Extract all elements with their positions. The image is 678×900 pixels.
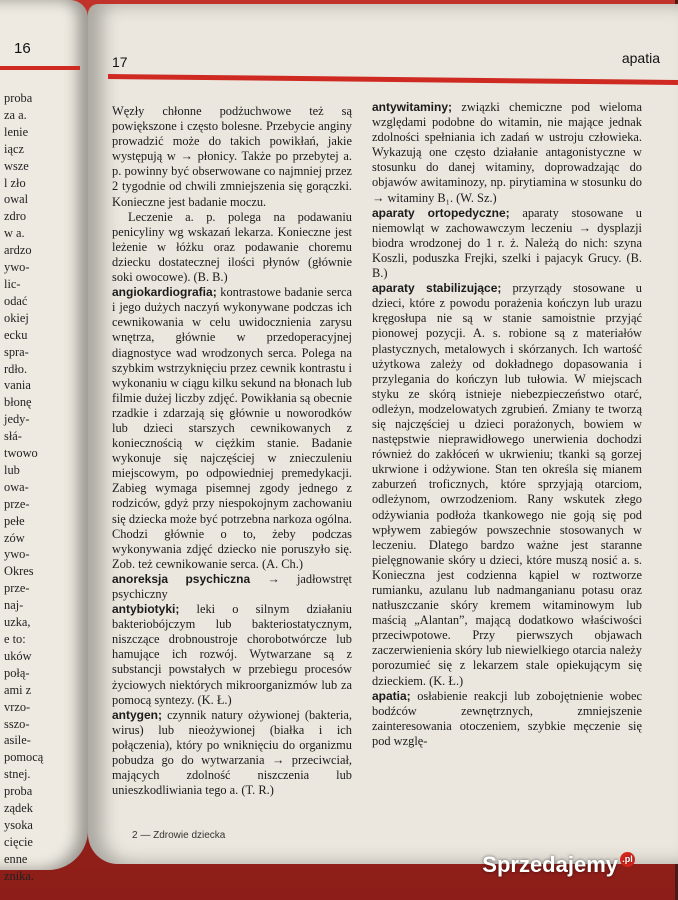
left-page-line: proba (4, 784, 33, 799)
left-page-line: naj- (4, 598, 24, 613)
left-page-line: iącz (4, 141, 24, 156)
left-page-line: Okres (4, 564, 34, 579)
page-number: 17 (112, 54, 128, 70)
dictionary-entry (372, 206, 642, 281)
entry-text: aparaty stosowane u niemowląt w zachowawczym leczeniu → dysplazji biodra wrodzonej do 1 r. ż. Należą do nich: szyna Koszli, poduszka Frejki, szelki i pajacyk Grucy. (B. B.) (372, 205, 642, 281)
entry-term: antywitaminy; (372, 100, 453, 114)
left-page-line: słá- (4, 429, 22, 444)
entry-text: Leczenie a. p. polega na podawaniu penicyliny wg wskazań lekarza. Konieczne jest leżenie w łóżku oraz podawanie choremu dziecku dostatecznej ilości płynów (głównie soki owocowe). (B. B.) (112, 209, 352, 285)
entry-text: → jadłowstręt psychiczny (112, 571, 352, 601)
entry-text: leki o silnym działaniu bakteriobójczym lub bakteriostatycznym, niszczące drobnoustroje chorobotwórcze lub hamujące ich rozwój. Wytwarzane są z substancji powstałych w przebiegu procesów życiowych niektórych mikroorganizmów lub za pomocą syntezy. (K. Ł.) (112, 602, 352, 707)
entry-text: przyrządy stosowane u dzieci, które z powodu porażenia kończyn lub urazu kręgosłupa nie są w stanie samoistnie przyjąć pionowej pozycji. A. s. robione są z materiałów plastycznych, metalowych i skórzanych. Ich wartość użytkowa zależy od dokładnego dopasowania i przylegania do kończyn lub tułowia. W miejscach styku ze skórą istnieje niebezpieczeństwo otarć, odleżyn, modzelowatych zgrubień. Zmiany te tworzą się najczęściej u dzieci porażonych, bowiem w następstwie nieprawidłowego unerwienia dochodzi również do zakłóceń w ukrwieniu; tkanki są gorzej ukrwione i odżywione. Stan ten określa się mianem zaburzeń troficznych, które sprzyjają otarciom, odleżynom, owrzodzeniom. Rany wskutek złego odżywiania podłoża tkankowego nie goją się pod wpływem zabiegów powszechnie stosowanych w leczeniu. Dlatego bardzo ważne jest staranne pielęgnowanie skóry u dzieci, które muszą nosić a. s. Konieczna jest codzienna kąpiel w roztworze rumianku, azulanu lub nadmanganianu potasu oraz natłuszczanie skóry kremem witaminowym lub maścią „Alantan”, mającą dodatkowo właściwości przeciwpotowe. Przy pierwszych objawach zaczerwienienia skóry lub niewielkiego otarcia należy porozumieć się z lekarzem stale opiekującym się dzieckiem. (K. Ł.) (372, 281, 642, 688)
entry-term: antygen; (112, 707, 163, 722)
dictionary-entry (372, 689, 642, 749)
page-footer: 2 — Zdrowie dziecka (132, 830, 226, 841)
left-page-line: ardzo (4, 243, 32, 258)
left-page-line: za a. (4, 107, 27, 122)
left-page-line: lub (4, 462, 20, 477)
left-page-text-column (4, 90, 94, 885)
dictionary-entry (112, 210, 352, 285)
left-page-line: znika. (4, 868, 34, 883)
dictionary-entry (372, 100, 642, 206)
left-page-line: odać (4, 293, 28, 308)
entry-text: czynnik natury ożywionej (bakteria, wirus) lub nieożywionej (białka i ich połączenia), który po wniknięciu do organizmu pobudza go do wytwarzania → przeciwciał, mających zdolność niszczenia lub unieszkodliwiania tego a. (T. R.) (112, 707, 352, 798)
left-page-line: okiej (4, 310, 29, 325)
left-page-line: ywo- (4, 547, 30, 562)
left-page-line: zdro (4, 209, 27, 224)
entry-text: kontrastowe badanie serca i jego dużych naczyń wykonywane podczas ich cewnikowania w celu uwidocznienia zarysu wnętrza, głównie w przedoperacyjnej diagnostyce wad wrodzonych serca. Polega na szybkim wstrzyknięciu przez cewnik kontrastu i wykonaniu w ciągu kilku sekund na błonach lub filmie dużej liczby zdjęć. Powikłania są obecnie rzadkie i zdarzają się głównie u noworodków lub dzieci starszych cewnikowanych z koniecznością w ciężkim stanie. Badanie wykonuje się najczęściej w znieczuleniu miejscowym, po odpowiedniej premedykacji. Zabieg wymaga pisemnej zgody jednego z rodziców, gdyż przy niespokojnym zachowaniu się dziecka może być potrzebna narkoza ogólna. Chodzi głównie o to, żeby podczas wykonywania zdjęć dziecko nie poruszyło się. Zob. też cewnikowanie serca. (A. Ch.) (112, 285, 352, 571)
watermark-text: Sprzedajemy (482, 852, 618, 877)
left-page-line: pełe (4, 513, 25, 528)
dictionary-entry (112, 708, 352, 799)
dictionary-entry (112, 285, 352, 572)
left-header-rule (0, 66, 80, 70)
entry-text: Węzły chłonne podżuchwowe też są powiększone i często bolesne. Przebycie anginy prowadzić może do takich powikłań, jakie występują w → płonicy. Także po przebytej a. p. powinny być obserwowane co najmniej przez 2 tygodnie od chwili zmniejszenia się gorączki. Konieczne jest badanie moczu. (112, 104, 352, 209)
entry-term: aparaty stabilizujące; (372, 281, 502, 296)
left-page-line: błonę (4, 395, 32, 410)
left-page-line: owa- (4, 479, 29, 494)
left-page-line: e to: (4, 632, 26, 646)
entry-text: osłabienie reakcji lub zobojętnienie wobec bodźców zewnętrznych, zmniejszenie zainteresowania otoczeniem, szybkie męczenie się pod wzglę- (372, 688, 642, 748)
dictionary-entry (112, 602, 352, 708)
left-page-line: asile- (4, 733, 31, 748)
dictionary-entry (112, 104, 352, 210)
left-page-line: prze- (4, 581, 30, 596)
left-page-line: prze- (4, 496, 30, 511)
entry-term: antybiotyki; (112, 602, 180, 617)
left-page-line: twowo (4, 446, 38, 461)
entry-term: apatia; (372, 688, 411, 703)
left-page-line: ecku (4, 327, 28, 342)
left-page-line: jedy- (4, 412, 30, 427)
left-page-line: zów (4, 530, 25, 545)
left-page-line: enne (4, 851, 28, 866)
entry-term: angiokardiografia; (112, 285, 217, 300)
dictionary-entry (112, 572, 352, 602)
left-page-line: połą- (4, 665, 30, 680)
left-page-line: lenie (4, 124, 29, 139)
left-page-line: rdło. (4, 361, 28, 376)
left-page-line: proba (4, 91, 33, 105)
left-page-line: w a. (4, 226, 25, 241)
left-page-line: wsze (4, 158, 29, 173)
left-page-line: ami z (4, 682, 32, 697)
left-page-line: spra- (4, 344, 29, 359)
left-page-number: 16 (14, 40, 31, 57)
left-page-line: uków (4, 648, 32, 663)
header-rule (108, 74, 678, 85)
dictionary-entry (372, 281, 642, 689)
left-page-line: vania (4, 378, 31, 393)
left-page-line: ywo- (4, 260, 30, 275)
left-page-line: cięcie (4, 834, 33, 849)
right-page (88, 4, 678, 864)
entry-text: związki chemiczne pod wieloma względami podobne do witamin, nie mające jednak zdolności spełniania ich zadań w ustroju człowieka. Wykazują one często działanie antagonistyczne w stosunku do danej witaminy, doprowadzając do objawów awitaminozy, np. pirytiamina w stosunku do → witaminy B₁. (W. Sz.) (372, 100, 642, 205)
left-page-line: pomocą (4, 750, 44, 765)
left-page-line: sszo- (4, 716, 30, 731)
watermark-badge: .pl (620, 852, 635, 867)
left-page-line: owal (4, 192, 29, 207)
text-column-left (112, 104, 352, 798)
left-page-line: l zło (4, 175, 26, 190)
left-page-line: stnej. (4, 767, 31, 782)
left-page-line: uzka, (4, 615, 31, 630)
watermark-logo (482, 852, 635, 878)
left-page (0, 0, 88, 883)
left-page-line: ysoka (4, 817, 33, 832)
entry-term: aparaty ortopedyczne; (372, 205, 510, 220)
text-column-right (372, 100, 642, 749)
entry-term: anoreksja psychiczna (112, 571, 251, 586)
left-page-line: lic- (4, 276, 21, 291)
left-page-line: ządek (4, 801, 33, 816)
running-head: apatia (621, 50, 660, 66)
left-page-line: vrzo- (4, 699, 31, 714)
